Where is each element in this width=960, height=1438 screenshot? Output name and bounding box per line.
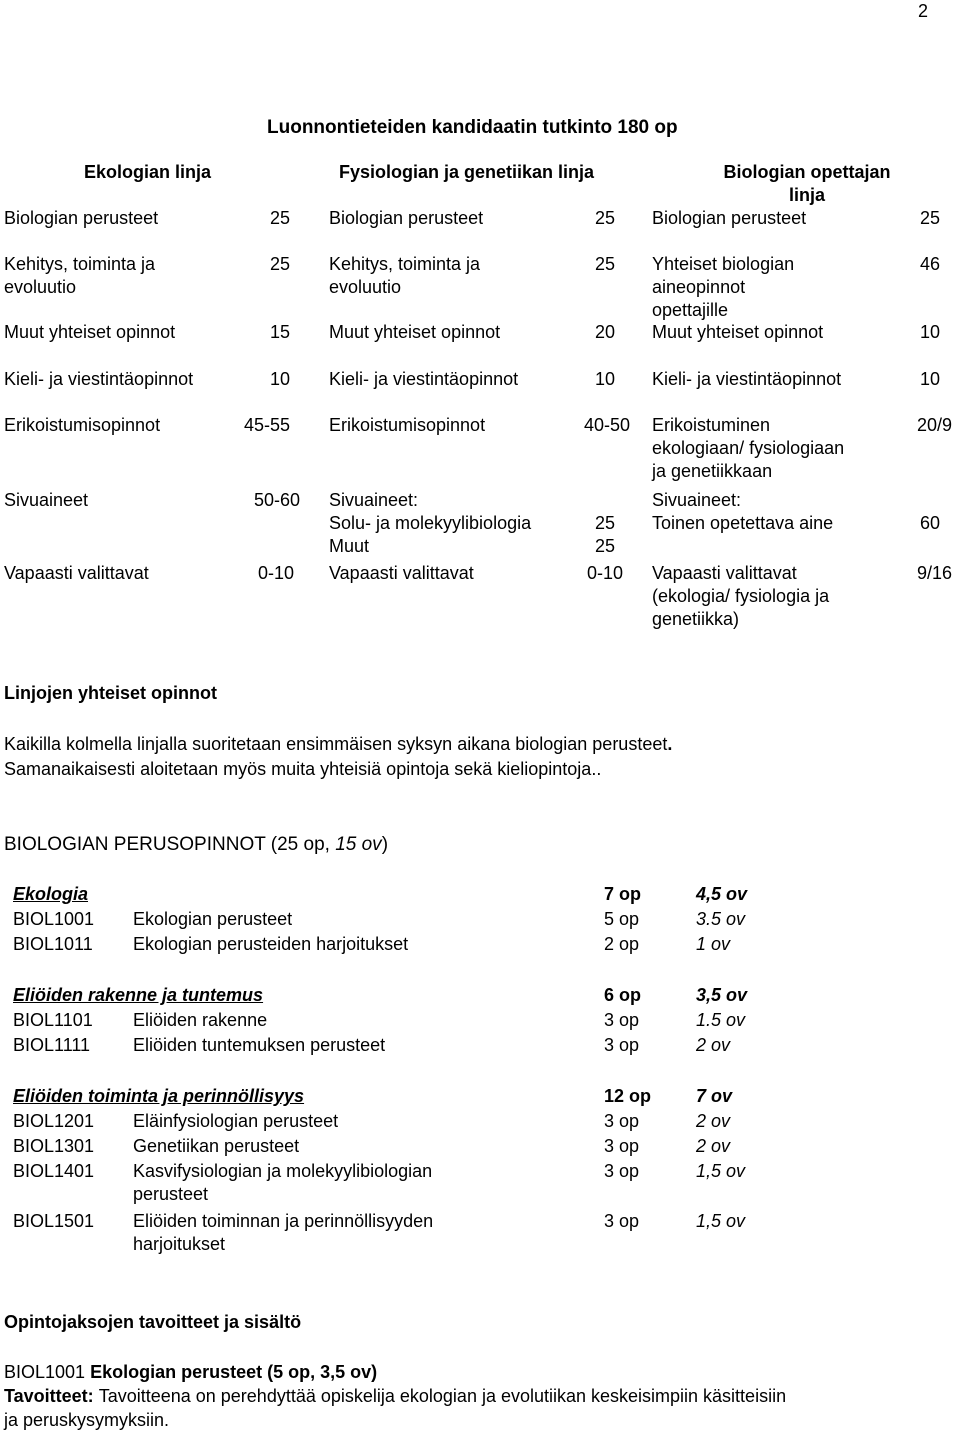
basic-studies-heading-main: BIOLOGIAN PERUSOPINNOT (25 op, xyxy=(4,834,336,855)
row3-teach-value: 10 xyxy=(919,322,940,342)
group-op-structure: 6 op xyxy=(604,985,642,1005)
basic-studies-heading xyxy=(4,833,388,856)
row6-phys-label xyxy=(329,489,531,558)
course-ov: 2 ov xyxy=(696,1035,731,1055)
course-ov: 2 ov xyxy=(696,1111,731,1131)
group-ov-ecology: 4,5 ov xyxy=(696,884,748,904)
course-code: BIOL1401 xyxy=(13,1161,95,1181)
row3-teach-label: Muut yhteiset opinnot xyxy=(652,322,824,342)
row1-phys-label: Biologian perusteet xyxy=(329,208,484,228)
row1-eco-value: 25 xyxy=(269,208,290,228)
column-header-ecology: Ekologian linja xyxy=(84,162,212,182)
course-name-line1: Eliöiden toiminnan ja perinnöllisyyden xyxy=(133,1211,434,1231)
row2-phys-label-line2: evoluutio xyxy=(329,277,402,297)
course-code: BIOL1501 xyxy=(13,1211,95,1231)
row7-eco-label: Vapaasti valittavat xyxy=(4,563,149,583)
row2-eco-label-line1: Kehitys, toiminta ja xyxy=(4,254,156,274)
row6-eco-value: 50-60 xyxy=(253,490,300,510)
row1-teach-label: Biologian perusteet xyxy=(652,208,807,228)
goals-text-line2: ja peruskysymyksiin. xyxy=(4,1410,170,1430)
course-name xyxy=(133,1210,433,1256)
row5-eco-value: 45-55 xyxy=(243,415,290,435)
common-studies-line1-dot: . xyxy=(667,734,673,754)
row4-phys-label: Kieli- ja viestintäopinnot xyxy=(329,369,519,389)
course-ov: 1,5 ov xyxy=(696,1211,746,1231)
common-studies-line1-text: Kaikilla kolmella linjalla suoritetaan ensimmäisen syksyn aikana biologian perusteet xyxy=(4,734,668,754)
row7-teach-label-line3: genetiikka) xyxy=(652,609,740,629)
course-name: Genetiikan perusteet xyxy=(133,1136,300,1156)
row6-phys-value-line2: 25 xyxy=(594,513,615,533)
row2-teach-value: 46 xyxy=(919,254,940,274)
goals-text1: Tavoitteena on perehdyttää opiskelija ekologian ja evolutiikan keskeisimpiin käsitteisiin xyxy=(98,1386,787,1406)
row5-teach-label xyxy=(652,414,844,483)
page-number: 2 xyxy=(918,1,929,21)
row2-teach-label-line3: opettajille xyxy=(652,300,729,320)
page-title: Luonnontieteiden kandidaatin tutkinto 180 op xyxy=(267,117,678,138)
course-name xyxy=(133,1160,432,1206)
basic-studies-heading-close: ) xyxy=(381,834,389,855)
row5-eco-label: Erikoistumisopinnot xyxy=(4,415,161,435)
row1-eco-label: Biologian perusteet xyxy=(4,208,159,228)
common-studies-line1 xyxy=(4,733,672,756)
row7-eco-value: 0-10 xyxy=(257,563,294,583)
course-op: 3 op xyxy=(604,1010,640,1030)
row2-teach-label xyxy=(652,253,794,322)
goals-course-code: BIOL1001 xyxy=(4,1362,91,1382)
course-ov: 2 ov xyxy=(696,1136,731,1156)
group-op-function: 12 op xyxy=(604,1086,652,1106)
row7-phys-label: Vapaasti valittavat xyxy=(329,563,474,583)
course-name: Eläinfysiologian perusteet xyxy=(133,1111,339,1131)
row5-teach-label-line1: Erikoistuminen xyxy=(652,415,771,435)
column-header-teacher-line2: linja xyxy=(788,185,825,205)
row3-phys-label: Muut yhteiset opinnot xyxy=(329,322,501,342)
course-code: BIOL1011 xyxy=(13,934,93,954)
row2-eco-label-line2: evoluutio xyxy=(4,277,77,297)
goals-heading: Opintojaksojen tavoitteet ja sisältö xyxy=(4,1312,302,1332)
row4-eco-value: 10 xyxy=(269,369,290,389)
row6-teach-label-line2: Toinen opetettava aine xyxy=(652,513,834,533)
course-ov: 1 ov xyxy=(696,934,731,954)
course-op: 5 op xyxy=(604,909,640,929)
course-op: 3 op xyxy=(604,1211,640,1231)
goals-course-line xyxy=(4,1361,377,1384)
row7-phys-value: 0-10 xyxy=(586,563,623,583)
row5-phys-value: 40-50 xyxy=(583,415,630,435)
course-name: Eliöiden rakenne xyxy=(133,1010,268,1030)
course-ov: 1.5 ov xyxy=(696,1010,746,1030)
row5-teach-label-line2: ekologiaan/ fysiologiaan xyxy=(652,438,845,458)
group-ov-structure: 3,5 ov xyxy=(696,985,748,1005)
row2-phys-value: 25 xyxy=(594,254,615,274)
goals-course-title: Ekologian perusteet (5 op, 3,5 ov) xyxy=(90,1362,378,1382)
common-studies-heading: Linjojen yhteiset opinnot xyxy=(4,683,217,703)
course-op: 3 op xyxy=(604,1136,640,1156)
row5-teach-label-line3: ja genetiikkaan xyxy=(652,461,773,481)
group-header-ecology: Ekologia xyxy=(13,884,89,904)
row3-eco-label: Muut yhteiset opinnot xyxy=(4,322,176,342)
row3-eco-value: 15 xyxy=(269,322,290,342)
course-name-line2: perusteet xyxy=(133,1184,209,1204)
course-ov: 3.5 ov xyxy=(696,909,746,929)
column-header-physiology: Fysiologian ja genetiikan linja xyxy=(339,162,595,182)
course-code: BIOL1001 xyxy=(13,909,95,929)
goals-label: Tavoitteet: xyxy=(4,1386,99,1406)
row4-teach-value: 10 xyxy=(919,369,940,389)
row7-teach-label-line1: Vapaasti valittavat xyxy=(652,563,797,583)
course-ov: 1,5 ov xyxy=(696,1161,746,1181)
row2-eco-label xyxy=(4,253,155,299)
row6-teach-value: 60 xyxy=(919,513,940,533)
row6-phys-label-line3: Muut xyxy=(329,536,370,556)
course-code: BIOL1111 xyxy=(13,1035,91,1055)
course-op: 2 op xyxy=(604,934,640,954)
course-name: Ekologian perusteiden harjoitukset xyxy=(133,934,409,954)
course-op: 3 op xyxy=(604,1035,640,1055)
row6-eco-label: Sivuaineet xyxy=(4,490,89,510)
row4-eco-label: Kieli- ja viestintäopinnot xyxy=(4,369,194,389)
course-op: 3 op xyxy=(604,1111,640,1131)
row6-teach-label xyxy=(652,489,833,535)
row7-teach-label-line2: (ekologia/ fysiologia ja xyxy=(652,586,830,606)
row2-teach-label-line2: aineopinnot xyxy=(652,277,746,297)
basic-studies-heading-ov: 15 ov xyxy=(335,834,382,855)
row4-teach-label: Kieli- ja viestintäopinnot xyxy=(652,369,842,389)
course-op: 3 op xyxy=(604,1161,640,1181)
row1-phys-value: 25 xyxy=(594,208,615,228)
column-header-teacher xyxy=(700,161,914,207)
group-ov-function: 7 ov xyxy=(696,1086,733,1106)
goals-text-line1 xyxy=(4,1385,786,1408)
row1-teach-value: 25 xyxy=(919,208,940,228)
course-code: BIOL1301 xyxy=(13,1136,95,1156)
row2-phys-label xyxy=(329,253,480,299)
row6-teach-label-line1: Sivuaineet: xyxy=(652,490,742,510)
row7-teach-value: 9/16 xyxy=(916,563,952,583)
course-name: Ekologian perusteet xyxy=(133,909,293,929)
group-header-function: Eliöiden toiminta ja perinnöllisyys xyxy=(13,1086,305,1106)
row6-phys-value-line3: 25 xyxy=(594,536,615,556)
row2-eco-value: 25 xyxy=(269,254,290,274)
row5-phys-label: Erikoistumisopinnot xyxy=(329,415,486,435)
row6-phys-label-line2: Solu- ja molekyylibiologia xyxy=(329,513,532,533)
group-op-ecology: 7 op xyxy=(604,884,642,904)
course-code: BIOL1101 xyxy=(13,1010,93,1030)
row2-phys-label-line1: Kehitys, toiminta ja xyxy=(329,254,481,274)
row2-teach-label-line1: Yhteiset biologian xyxy=(652,254,795,274)
column-header-teacher-line1: Biologian opettajan xyxy=(723,162,891,182)
row7-teach-label xyxy=(652,562,829,631)
row5-teach-value: 20/9 xyxy=(916,415,952,435)
course-name-line2: harjoitukset xyxy=(133,1234,226,1254)
course-code: BIOL1201 xyxy=(13,1111,95,1131)
common-studies-line2: Samanaikaisesti aloitetaan myös muita yhteisiä opintoja sekä kieliopintoja.. xyxy=(4,759,602,779)
row3-phys-value: 20 xyxy=(594,322,615,342)
course-name-line1: Kasvifysiologian ja molekyylibiologian xyxy=(133,1161,433,1181)
course-name: Eliöiden tuntemuksen perusteet xyxy=(133,1035,386,1055)
row4-phys-value: 10 xyxy=(594,369,615,389)
group-header-structure: Eliöiden rakenne ja tuntemus xyxy=(13,985,264,1005)
row6-phys-label-line1: Sivuaineet: xyxy=(329,490,419,510)
